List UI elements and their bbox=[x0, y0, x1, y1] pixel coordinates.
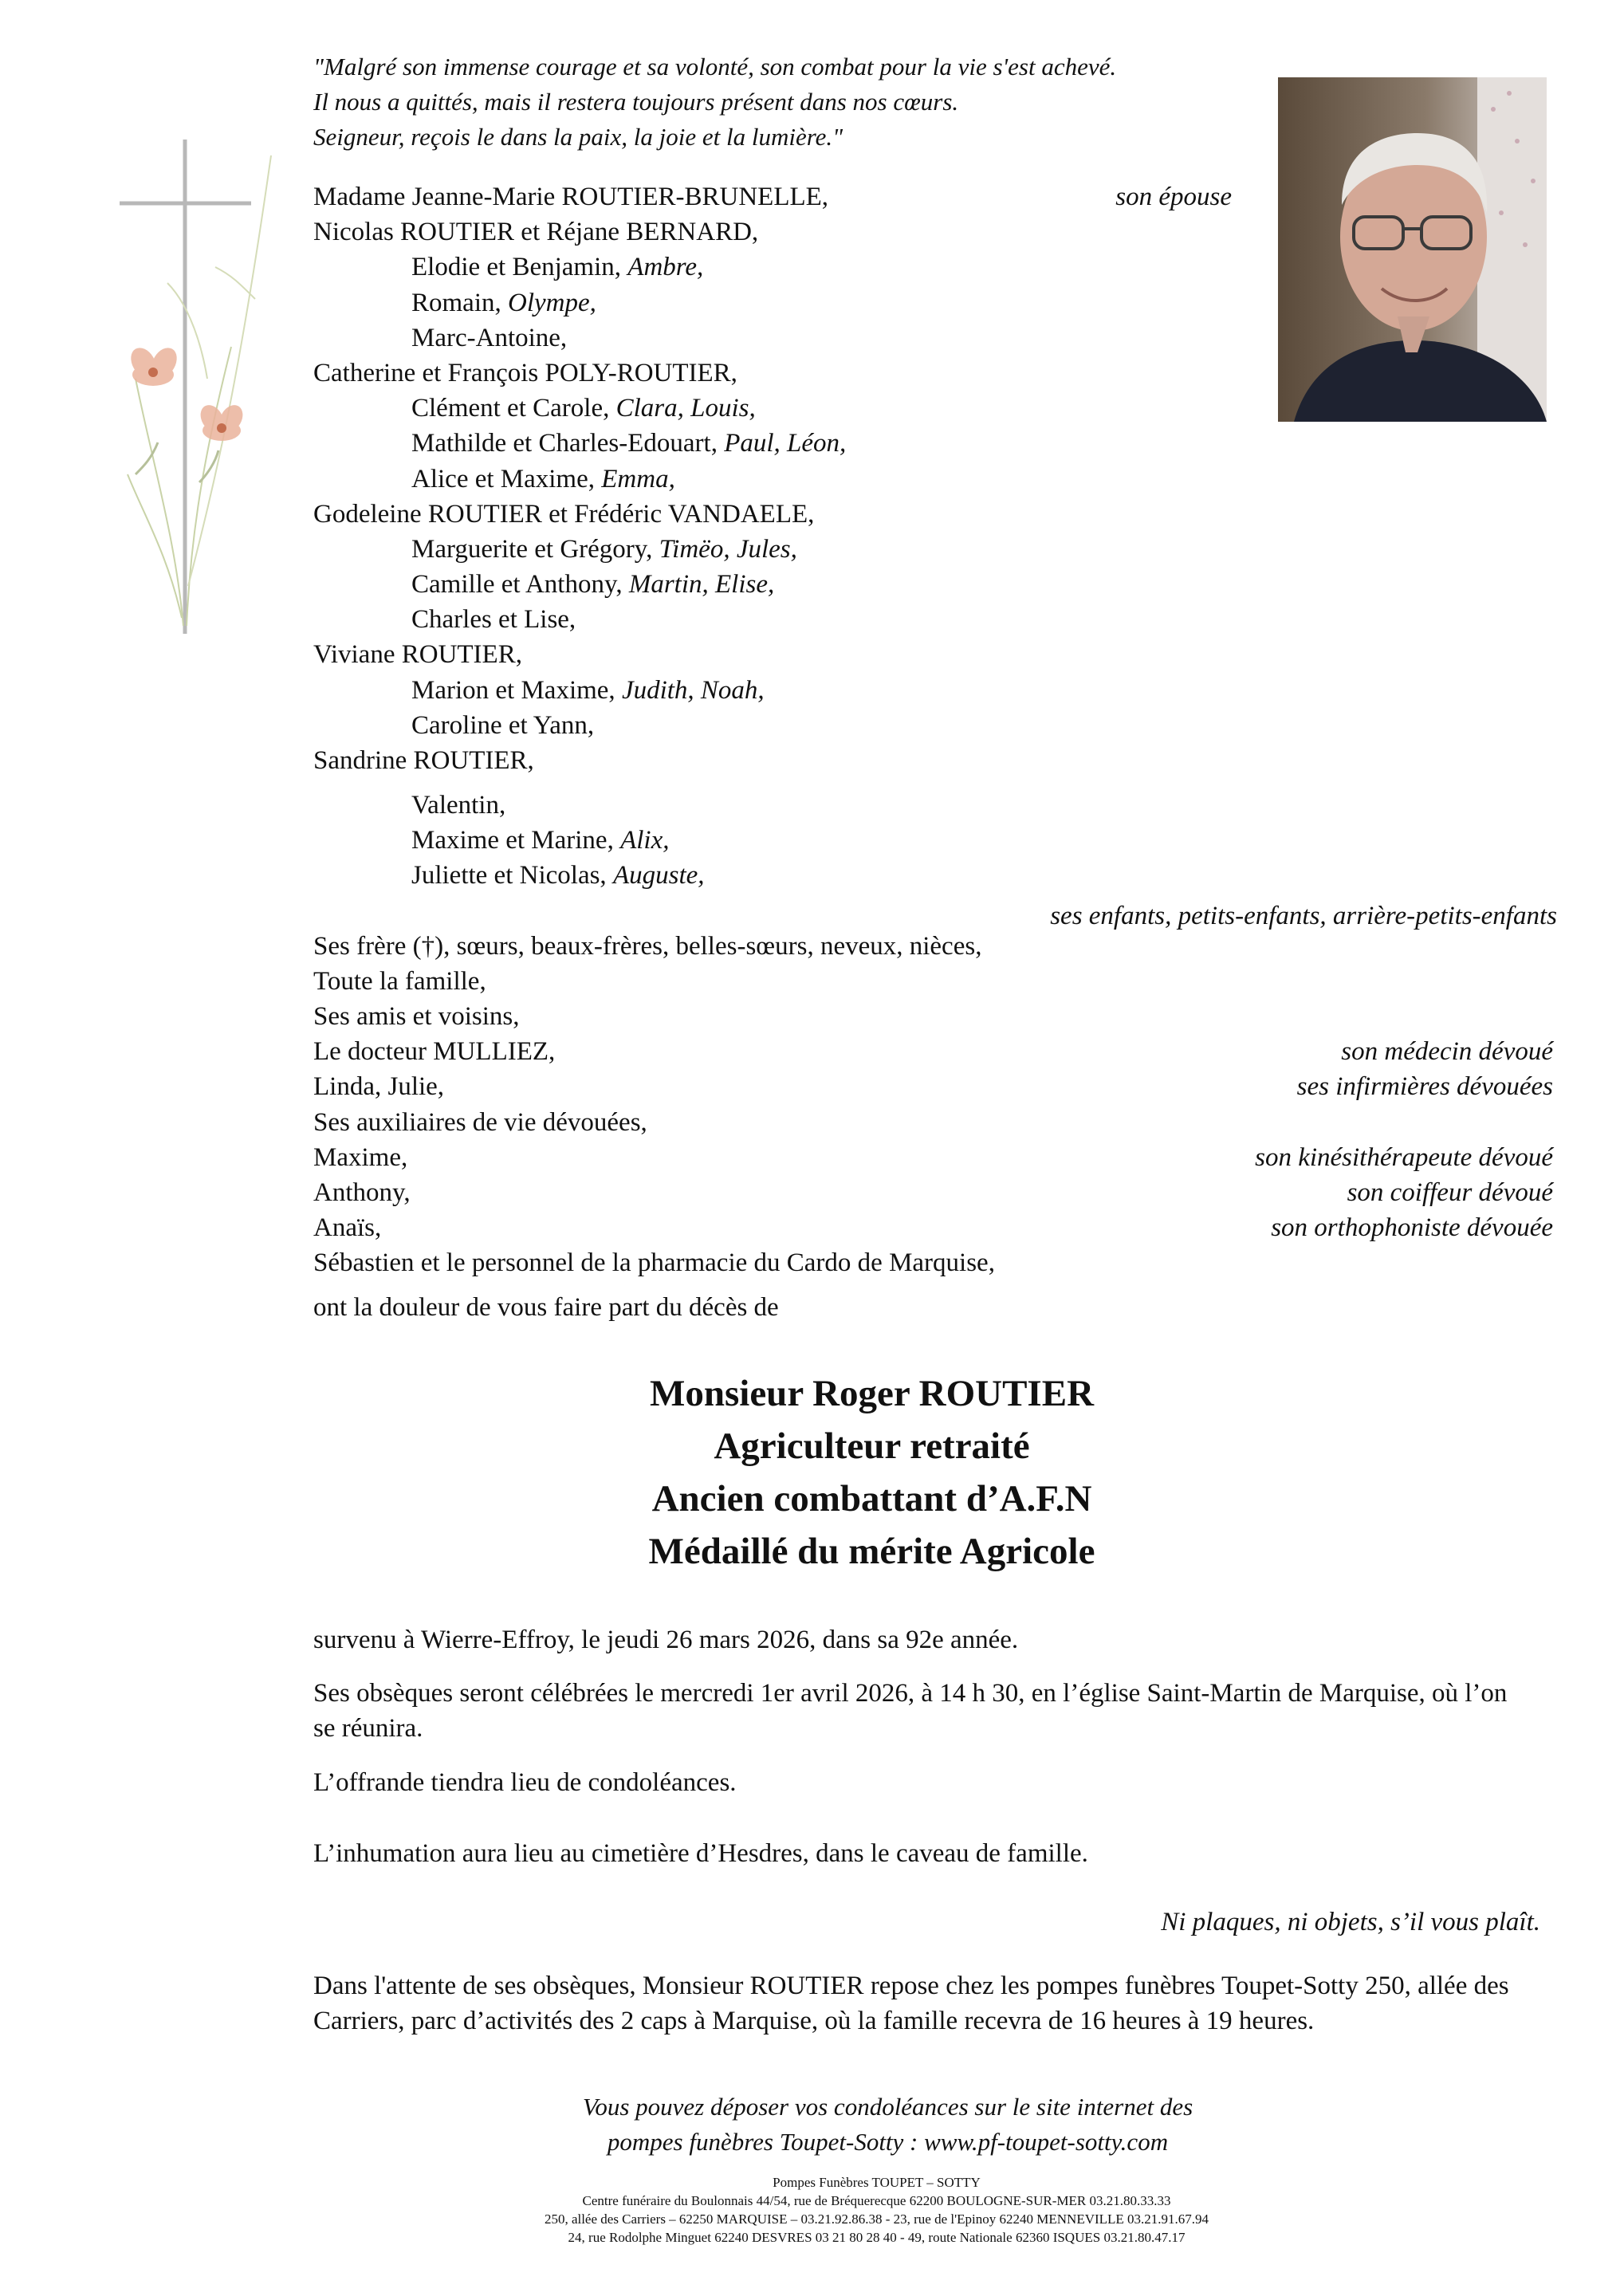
mourner-name: Anaïs, bbox=[313, 1213, 382, 1243]
family-list bbox=[313, 179, 1557, 1280]
condolences-line: Vous pouvez déposer vos condoléances sur le site internet des bbox=[582, 2093, 1193, 2121]
footer bbox=[0, 2173, 1624, 2247]
spouse-line bbox=[313, 179, 1557, 214]
deceased-title-1: Agriculteur retraité bbox=[714, 1425, 1030, 1467]
grandchild-line bbox=[313, 673, 1557, 708]
family-member-names: Catherine et François POLY-ROUTIER, bbox=[313, 358, 737, 387]
family-member-names: Marion et Maxime, bbox=[411, 675, 622, 705]
great-grandchildren-names: Timëo, Jules, bbox=[659, 534, 797, 564]
great-grandchildren-names: Ambre, bbox=[627, 253, 704, 282]
child-line bbox=[313, 214, 1557, 250]
great-grandchildren-names: Clara, Louis, bbox=[615, 394, 756, 423]
mourner-line bbox=[313, 1210, 1557, 1245]
grandchild-line bbox=[313, 532, 1557, 567]
funeral-details: Ses obsèques seront célébrées le mercredi 1er avril 2026, à 14 h 30, en l’église Saint-Martin de Marquise, où l’on se réunira. bbox=[313, 1679, 1508, 1743]
grandchild-line bbox=[313, 426, 1557, 461]
mourner-line bbox=[313, 929, 1557, 964]
burial-details: L’inhumation aura lieu au cimetière d’Hesdres, dans le caveau de famille. bbox=[313, 1839, 1088, 1868]
grandchild-line bbox=[313, 788, 1557, 823]
grandchild-line bbox=[313, 823, 1557, 858]
family-member-names: Viviane ROUTIER, bbox=[313, 640, 522, 670]
family-member-names: Nicolas ROUTIER et Réjane BERNARD, bbox=[313, 218, 759, 247]
family-member-names: Sandrine ROUTIER, bbox=[313, 746, 534, 775]
mourner-name: Le docteur MULLIEZ, bbox=[313, 1037, 556, 1067]
condolences-note bbox=[0, 2090, 1624, 2160]
family-member-names: Caroline et Yann, bbox=[411, 710, 595, 740]
mourner-line bbox=[313, 964, 1557, 999]
family-member-names: Clément et Carole, bbox=[411, 394, 616, 423]
family-member-names: Godeleine ROUTIER et Frédéric VANDAELE, bbox=[313, 499, 815, 529]
family-member-names: Alice et Maxime, bbox=[411, 464, 602, 493]
footer-line: Centre funéraire du Boulonnais 44/54, rue de Bréquerecque 62200 BOULOGNE-SUR-MER 03.21.80.33.33 bbox=[582, 2193, 1171, 2208]
mourner-relation: son médecin dévoué bbox=[1341, 1037, 1553, 1067]
death-details: survenu à Wierre-Effroy, le jeudi 26 mars 2026, dans sa 92e année. bbox=[313, 1626, 1019, 1654]
family-member-names: Marc-Antoine, bbox=[411, 323, 568, 352]
spouse-name: Madame Jeanne-Marie ROUTIER-BRUNELLE, bbox=[313, 183, 829, 211]
great-grandchildren-names: Judith, Noah, bbox=[621, 675, 765, 705]
great-grandchildren-names: Emma, bbox=[601, 464, 675, 493]
footer-line: 250, allée des Carriers – 62250 MARQUISE – 03.21.92.86.38 - 23, rue de l'Epinoy 62240 MENNEVILLE 03.21.91.67.94 bbox=[544, 2211, 1209, 2227]
grandchild-line bbox=[313, 285, 1557, 320]
rest-details: Dans l'attente de ses obsèques, Monsieur ROUTIER repose chez les pompes funèbres Toupet-Sotty 250, allée des Carriers, parc d’activités des 2 caps à Marquise, où la famille recevra de 16 heures à 19 heures. bbox=[313, 1972, 1509, 2035]
mourner-line bbox=[313, 999, 1557, 1034]
family-member-names: Camille et Anthony, bbox=[411, 570, 629, 600]
grandchild-line bbox=[313, 391, 1557, 426]
mourner-relation: son coiffeur dévoué bbox=[1347, 1177, 1553, 1207]
mourner-name: Ses auxiliaires de vie dévouées, bbox=[313, 1107, 647, 1137]
grandchild-line bbox=[313, 602, 1557, 637]
announcement-text: ont la douleur de vous faire part du décès de bbox=[313, 1293, 779, 1322]
offering-details: L’offrande tiendra lieu de condoléances. bbox=[313, 1768, 737, 1797]
grandchild-line bbox=[313, 858, 1557, 893]
deceased-title-2: Ancien combattant d’A.F.N bbox=[651, 1478, 1092, 1520]
mourner-line bbox=[313, 1175, 1557, 1210]
mourner-relation: son orthophoniste dévouée bbox=[1271, 1213, 1553, 1243]
quote-line: "Malgré son immense courage et sa volonté, son combat pour la vie s'est achevé. bbox=[313, 53, 1117, 81]
grandchild-line bbox=[313, 567, 1557, 602]
great-grandchildren-names: Olympe, bbox=[508, 288, 596, 317]
family-member-names: Maxime et Marine, bbox=[411, 826, 621, 855]
child-line bbox=[313, 743, 1557, 788]
no-flowers-note: Ni plaques, ni objets, s’il vous plaît. bbox=[1161, 1908, 1540, 1936]
mourner-name: Anthony, bbox=[313, 1177, 411, 1207]
descendants-relation: ses enfants, petits-enfants, arrière-petits-enfants bbox=[1050, 901, 1557, 930]
deceased-title-3: Médaillé du mérite Agricole bbox=[648, 1531, 1095, 1572]
mourner-name: Sébastien et le personnel de la pharmacie du Cardo de Marquise, bbox=[313, 1248, 995, 1278]
family-member-names: Valentin, bbox=[411, 791, 506, 820]
grandchild-line bbox=[313, 708, 1557, 743]
cross-with-flowers-icon bbox=[120, 140, 295, 650]
mourner-name: Linda, Julie, bbox=[313, 1072, 445, 1102]
descendants-relation-line bbox=[313, 894, 1557, 929]
grandchild-line bbox=[313, 320, 1557, 356]
mourner-name: Ses frère (†), sœurs, beaux-frères, belles-sœurs, neveux, nièces, bbox=[313, 931, 982, 961]
mourner-relation: ses infirmières dévouées bbox=[1296, 1072, 1553, 1102]
mourner-name: Maxime, bbox=[313, 1142, 408, 1172]
great-grandchildren-names: Paul, Léon, bbox=[724, 429, 847, 458]
family-member-names: Mathilde et Charles-Edouart, bbox=[411, 429, 725, 458]
child-line bbox=[313, 497, 1557, 532]
family-member-names: Elodie et Benjamin, bbox=[411, 253, 628, 282]
mourner-line bbox=[313, 1105, 1557, 1140]
grandchild-line bbox=[313, 462, 1557, 497]
child-line bbox=[313, 356, 1557, 391]
grandchild-line bbox=[313, 250, 1557, 285]
footer-company: Pompes Funèbres TOUPET – SOTTY bbox=[773, 2175, 981, 2190]
quote-line: Il nous a quittés, mais il restera toujours présent dans nos cœurs. bbox=[313, 88, 959, 116]
family-member-names: Charles et Lise, bbox=[411, 605, 576, 635]
deceased-title-block bbox=[0, 1367, 1624, 1578]
mourner-name: Ses amis et voisins, bbox=[313, 1001, 520, 1031]
great-grandchildren-names: Alix, bbox=[620, 826, 670, 855]
spouse-relation: son épouse bbox=[1115, 183, 1232, 211]
great-grandchildren-names: Martin, Elise, bbox=[628, 570, 775, 600]
mourner-line bbox=[313, 1034, 1557, 1069]
family-member-names: Marguerite et Grégory, bbox=[411, 534, 659, 564]
mourner-line bbox=[313, 1140, 1557, 1175]
great-grandchildren-names: Auguste, bbox=[612, 861, 705, 890]
mourner-line bbox=[313, 1245, 1557, 1280]
family-member-names: Juliette et Nicolas, bbox=[411, 861, 613, 890]
mourner-name: Toute la famille, bbox=[313, 966, 486, 996]
epigraph-quote bbox=[313, 49, 1116, 155]
mourner-line bbox=[313, 1069, 1557, 1104]
condolences-line: pompes funèbres Toupet-Sotty : www.pf-toupet-sotty.com bbox=[607, 2128, 1169, 2156]
deceased-name: Monsieur Roger ROUTIER bbox=[649, 1373, 1095, 1414]
quote-line: Seigneur, reçois le dans la paix, la joie et la lumière." bbox=[313, 123, 843, 151]
footer-line: 24, rue Rodolphe Minguet 62240 DESVRES 03 21 80 28 40 - 49, route Nationale 62360 ISQUES 03.21.80.47.17 bbox=[568, 2230, 1186, 2245]
child-line bbox=[313, 637, 1557, 672]
mourner-relation: son kinésithérapeute dévoué bbox=[1255, 1142, 1553, 1172]
family-member-names: Romain, bbox=[411, 288, 508, 317]
